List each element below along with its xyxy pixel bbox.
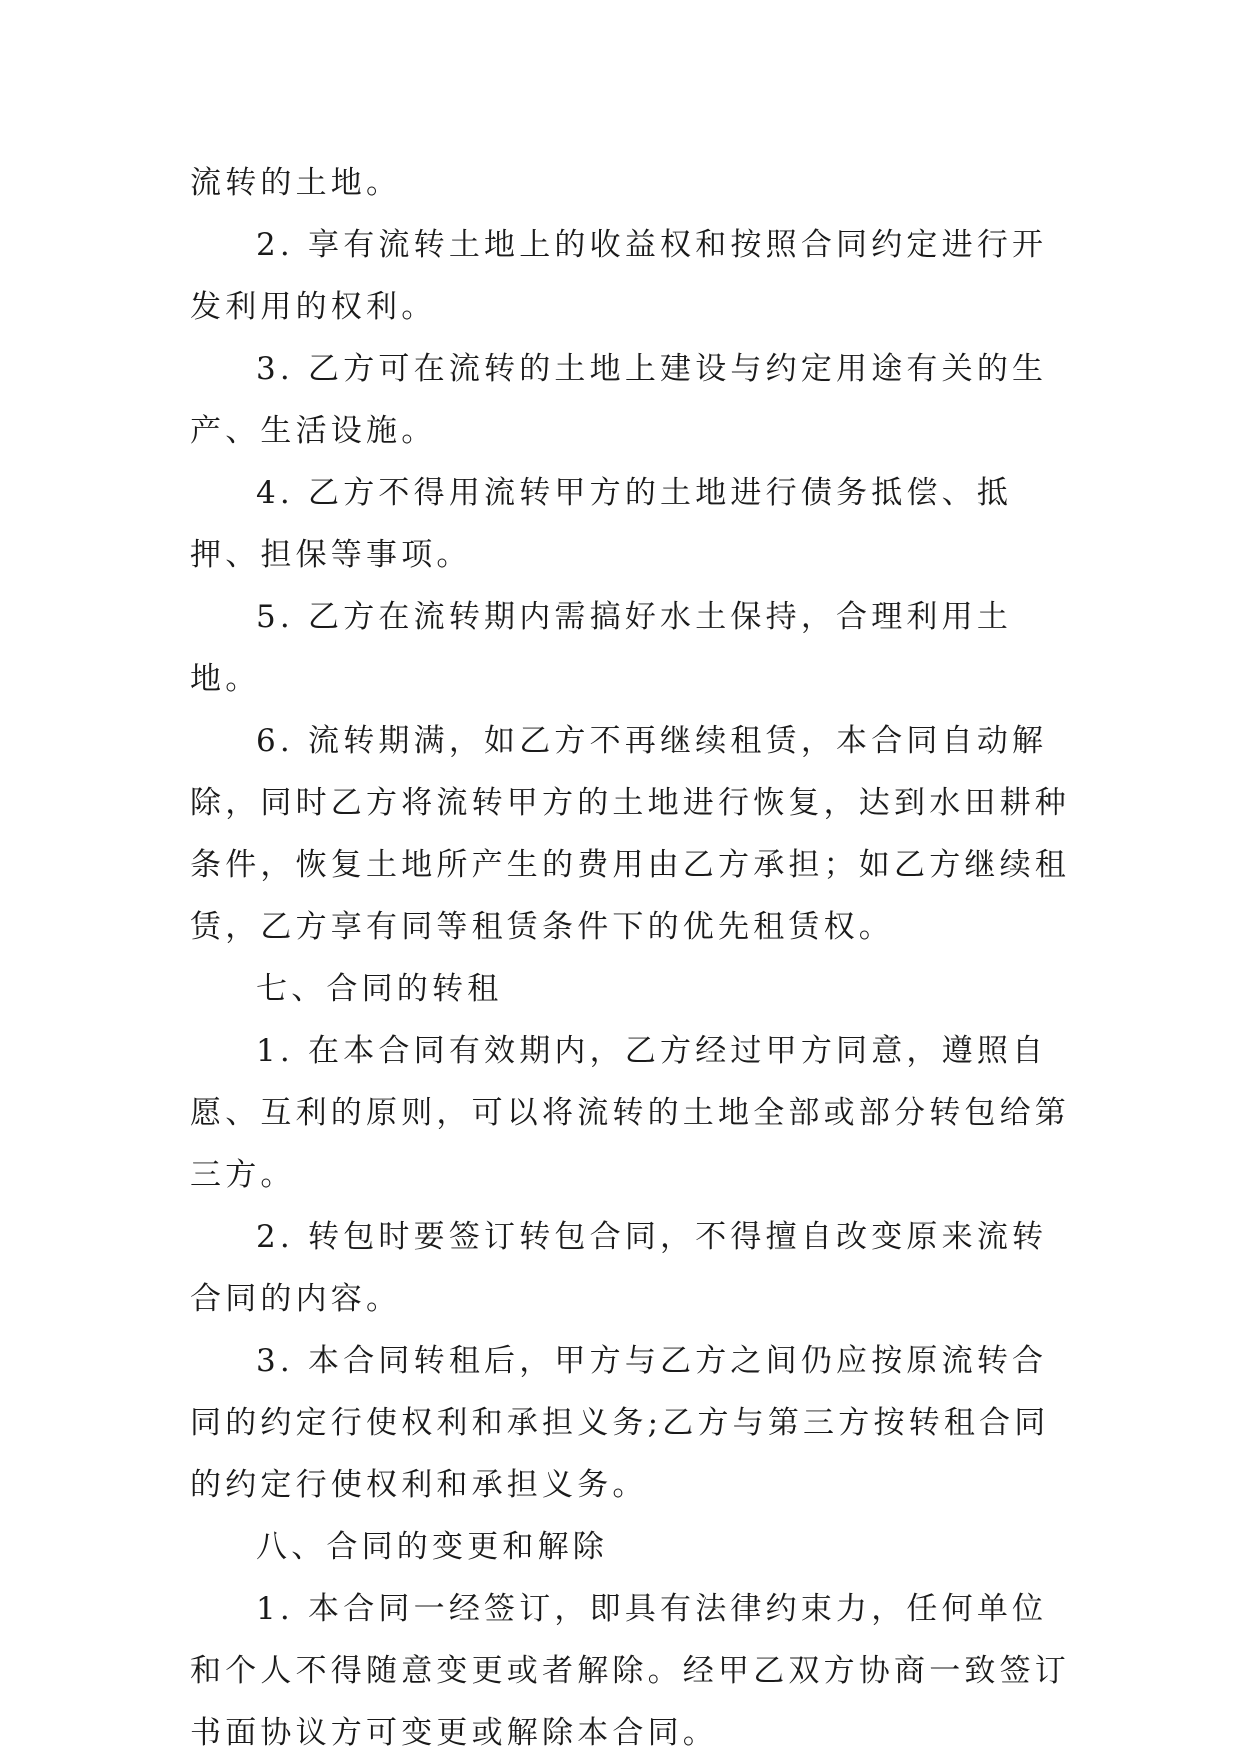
paragraph: 2. 享有流转土地上的收益权和按照合同约定进行开发利用的权利。 bbox=[190, 227, 1048, 325]
paragraph: 6. 流转期满，如乙方不再继续租赁，本合同自动解除，同时乙方将流转甲方的土地进行恢复，达到水田耕种条件，恢复土地所产生的费用由乙方承担；如乙方继续租赁，乙方享有同等租赁条件下的优先租赁权。 bbox=[190, 723, 1070, 945]
document-body bbox=[190, 152, 1070, 1764]
paragraph: 5. 乙方在流转期内需搞好水土保持，合理利用土地。 bbox=[190, 599, 1013, 697]
section-heading: 七、合同的转租 bbox=[256, 971, 503, 1007]
paragraph: 2. 转包时要签订转包合同，不得擅自改变原来流转合同的内容。 bbox=[190, 1219, 1048, 1317]
paragraph: 1. 在本合同有效期内，乙方经过甲方同意，遵照自愿、互利的原则，可以将流转的土地全部或部分转包给第三方。 bbox=[190, 1033, 1070, 1193]
paragraph: 4. 乙方不得用流转甲方的土地进行债务抵偿、抵押、担保等事项。 bbox=[190, 475, 1013, 573]
paragraph: 1. 本合同一经签订，即具有法律约束力，任何单位和个人不得随意变更或者解除。经甲乙双方协商一致签订书面协议方可变更或解除本合同。 bbox=[190, 1591, 1070, 1751]
paragraph: 3. 乙方可在流转的土地上建设与约定用途有关的生产、生活设施。 bbox=[190, 351, 1048, 449]
section-heading: 八、合同的变更和解除 bbox=[256, 1529, 608, 1565]
paragraph: 3. 本合同转租后，甲方与乙方之间仍应按原流转合同的约定行使权利和承担义务;乙方与第三方按转租合同的约定行使权利和承担义务。 bbox=[190, 1343, 1050, 1503]
paragraph: 流转的土地。 bbox=[190, 165, 402, 201]
